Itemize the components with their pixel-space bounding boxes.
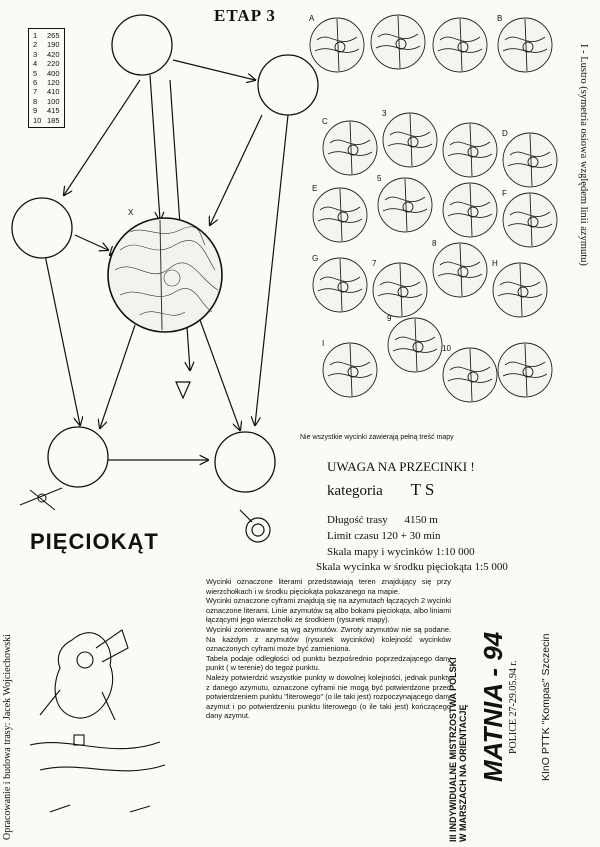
azimuth-line xyxy=(255,115,288,425)
vertex-circle-bottom-right xyxy=(215,432,275,492)
championship-title xyxy=(448,572,468,842)
azimuth-number: 1 xyxy=(33,31,38,40)
start-symbol xyxy=(240,510,270,542)
azimuth-number: 7 xyxy=(33,87,38,97)
compass-sketch xyxy=(20,488,62,510)
thumbnails-note: Nie wszystkie wycinki zawierają pełną treść mapy xyxy=(300,434,454,441)
organizer-club: KInO PTTK "Kompas" Szczecin xyxy=(540,633,552,781)
azimuth-line xyxy=(200,320,240,430)
azimuth-number: 4 xyxy=(33,59,38,69)
thumbnail-label: F xyxy=(502,189,507,198)
thumbnail-label: 8 xyxy=(432,239,437,248)
azimuth-line xyxy=(210,115,262,225)
azimuth-number: 5 xyxy=(33,68,38,78)
azimuth-distance: 410 xyxy=(47,87,60,97)
center-map-circle xyxy=(108,218,222,332)
azimuth-distance: 265 xyxy=(47,31,60,40)
vertex-circle-top xyxy=(112,15,172,75)
thumbnail-label: B xyxy=(497,14,503,23)
triangle-marker xyxy=(176,382,190,398)
azimuth-distance: 100 xyxy=(47,96,60,106)
azimuth-distance: 185 xyxy=(47,115,60,125)
thumbnail-label: D xyxy=(502,129,508,138)
azimuth-distance: 190 xyxy=(47,40,60,50)
championship-line-1: III INDYWIDUALNE MISTRZOSTWA POLSKI xyxy=(448,657,458,842)
azimuth-distance: 415 xyxy=(47,106,60,116)
time-limit: Limit czasu 120 + 30 min xyxy=(327,530,441,542)
map-scale: Skala mapy i wycinków 1:10 000 xyxy=(327,546,475,558)
route-length xyxy=(327,514,438,526)
event-name: MATNIA - 94 xyxy=(478,631,508,783)
azimuth-number: 10 xyxy=(33,115,42,125)
mirror-note: I - Lustro (symetria osiowa względem linii azymutu) xyxy=(578,44,589,266)
rules-paragraph: Wycinki oznaczone literami przedstawiają teren znajdujący się przy wierzchołkach i w środku pięciokąta pokazanego na mapie. xyxy=(206,577,451,596)
thumbnail-label: 9 xyxy=(387,314,392,323)
thumbnail-label: I xyxy=(322,339,325,348)
event-place-date: POLICE 27-29.05.94 r. xyxy=(508,660,519,754)
vertex-circle-top-right xyxy=(258,55,318,115)
azimuth-distance: 120 xyxy=(47,78,60,88)
rules-paragraph: Wycinki zorientowane są wg azymutów. Zwroty azymutów nie są podane. Na każdym z azymutów (rysunek wycinków) kolejność wycinków oznaczonych cyframi może być zamieniona. xyxy=(206,624,451,654)
author-note: Opracowanie i budowa trasy: Jacek Wojciechowski xyxy=(2,634,13,840)
azimuth-line xyxy=(45,255,80,425)
thumbnail-label: A xyxy=(309,14,315,23)
svg-text:X: X xyxy=(128,208,134,217)
warning-text: UWAGA NA PRZECINKI ! xyxy=(327,459,475,474)
azimuth-line xyxy=(100,325,135,428)
vertex-circle-bottom-left xyxy=(48,427,108,487)
category-value: T S xyxy=(410,480,435,499)
azimuth-number: 8 xyxy=(33,96,38,106)
azimuth-distance: 420 xyxy=(47,49,60,59)
stage-title: ETAP 3 xyxy=(214,6,276,25)
thumbnail-label: 5 xyxy=(377,174,382,183)
thumbnail-label: 3 xyxy=(382,109,387,118)
azimuth-distance: 220 xyxy=(47,59,60,69)
route-length-label: Długość trasy xyxy=(327,514,388,526)
category-line xyxy=(327,480,434,500)
azimuth-line xyxy=(150,75,160,220)
thumbnail-label: 10 xyxy=(442,344,451,353)
rules-paragraph: Wycinki oznaczone cyframi znajdują się na azymutach łączących 2 wycinki oznaczone literami. Linie azymutów są albo bokami pięciokąta, albo liniami łączącymi jego wierzchołki ze środkiem (rysunek mapy). xyxy=(206,596,451,625)
route-length-value: 4150 m xyxy=(404,514,438,526)
azimuth-number: 9 xyxy=(33,106,38,116)
center-scale: Skala wycinka w środku pięciokąta 1:5 000 xyxy=(316,561,508,573)
azimuth-number: 2 xyxy=(33,40,38,50)
rules-paragraph: Należy potwierdzić wszystkie punkty w dowolnej kolejności, jednak punkty z danego azymutu, oznaczone cyframi nie mogą być potwierdzone przed potwierdzeniem punktu "literowego" (o ile taki jest) rozpoczynającego dany azymut i po potwierdzeniu punktu literowego (o ile taki jest) kończącego dany azymut. xyxy=(206,672,451,721)
category-label: kategoria xyxy=(327,483,383,499)
thumbnail-label: 7 xyxy=(372,259,377,268)
vertex-circle-left xyxy=(12,198,72,258)
azimuth-number: 6 xyxy=(33,78,38,88)
azimuth-line xyxy=(173,60,255,80)
thumbnail-label: E xyxy=(312,184,318,193)
azimuth-distance: 400 xyxy=(47,68,60,78)
azimuth-number: 3 xyxy=(33,49,38,59)
page-title: PIĘCIOKĄT xyxy=(30,529,159,554)
thumbnail-label: H xyxy=(492,259,498,268)
azimuth-line xyxy=(64,80,140,195)
championship-line-2: W MARSZACH NA ORIENTACJĘ xyxy=(458,704,468,842)
rules-description xyxy=(206,577,451,721)
thumbnail-label: G xyxy=(312,254,319,263)
thumbnail-label: C xyxy=(322,117,328,126)
cartoon-illustration xyxy=(30,630,165,812)
azimuth-line xyxy=(75,235,108,250)
rules-paragraph: Tabela podaje odległości od punktu bezpośrednio poprzedzającego dany punkt ( w terenie) do tegoż punktu. xyxy=(206,653,451,673)
